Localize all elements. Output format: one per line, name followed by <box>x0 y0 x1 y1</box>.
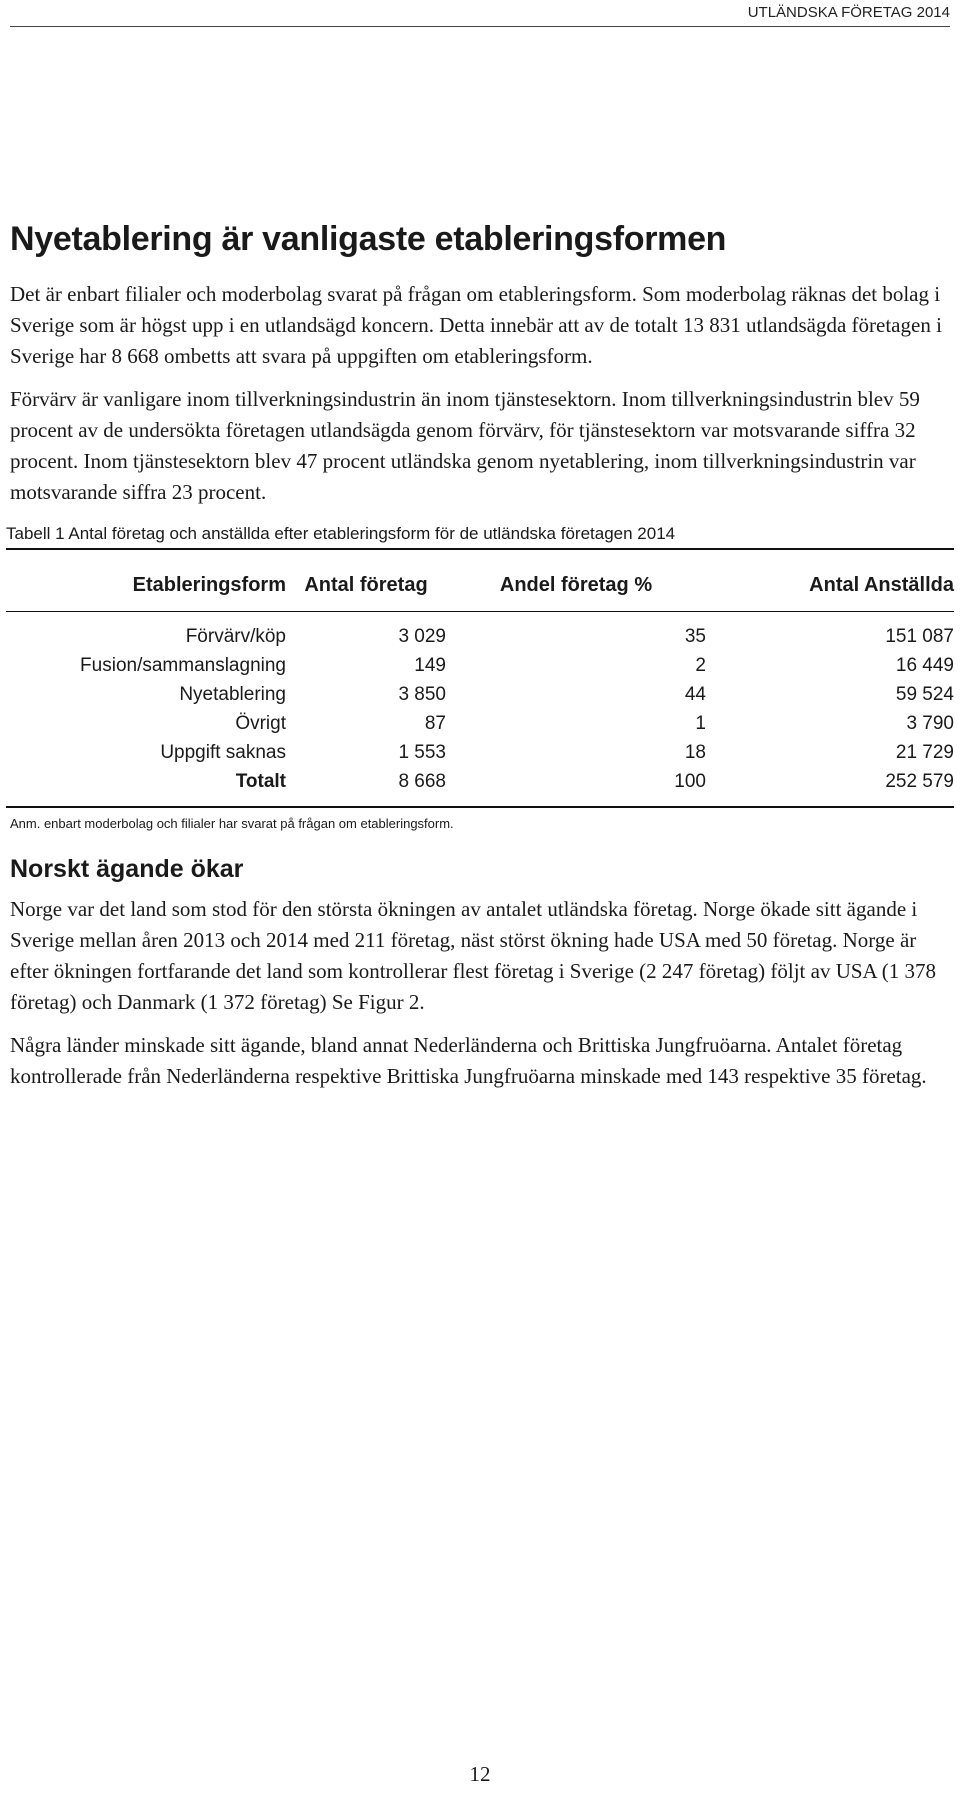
table-cell: 18 <box>684 741 706 763</box>
table-cell: 3 029 <box>398 625 446 647</box>
page-content <box>6 220 954 1092</box>
running-header-title: UTLÄNDSKA FÖRETAG 2014 <box>747 4 950 21</box>
paragraph: Några länder minskade sitt ägande, bland annat Nederländerna och Brittiska Jungfruöarna. Antalet företag kontrollerade från Nederländerna respektive Brittiska Jungfruöarna minskade med 143 respektive 35 företag. <box>10 1033 927 1088</box>
table-cell: 44 <box>684 683 706 705</box>
table-cell: 59 524 <box>895 683 954 705</box>
table-cell: 252 579 <box>706 767 954 807</box>
table-cell: 87 <box>424 712 446 734</box>
table-cell: 3 850 <box>398 683 446 705</box>
table-cell: 2 <box>695 654 706 676</box>
table-cell: 3 790 <box>906 712 954 734</box>
paragraph: Förvärv är vanligare inom tillverkningsindustrin än inom tjänstesektorn. Inom tillverkningsindustrin blev 59 procent av de undersökta företagen utlandsägda genom förvärv, för tjänstesektorn var motsvarande siffra 32 procent. Inom tjänstesektorn blev 47 procent utländska genom nyetablering, inom tillverkningsindustrin var motsvarande siffra 23 procent. <box>10 387 920 504</box>
table-cell: 151 087 <box>885 625 954 647</box>
paragraph: Norge var det land som stod för den största ökningen av antalet utländska företag. Norge ökade sitt ägande i Sverige mellan åren 2013 och 2014 med 211 företag, näst störst ökning hade USA med 50 företag. Norge är efter ökningen fortfarande det land som kontrollerar flest företag i Sverige (2 247 företag) följt av USA (1 378 företag) och Danmark (1 372 företag) Se Figur 2. <box>10 897 937 1014</box>
column-header: Andel företag % <box>446 550 706 612</box>
table-cell: Totalt <box>6 767 286 807</box>
table-cell: Nyetablering <box>179 683 286 705</box>
table-row <box>6 612 954 652</box>
header-rule <box>10 26 950 27</box>
table-cell: 16 449 <box>895 654 954 676</box>
table-cell: 21 729 <box>895 741 954 763</box>
table-cell: 35 <box>684 625 706 647</box>
table-row <box>6 651 954 680</box>
table-row <box>6 680 954 709</box>
table-cell: Förvärv/köp <box>185 625 286 647</box>
table-cell: 8 668 <box>286 767 446 807</box>
table-cell: Övrigt <box>235 712 286 734</box>
table-cell: 1 <box>695 712 706 734</box>
table-cell: 149 <box>414 654 446 676</box>
table-cell: 100 <box>446 767 706 807</box>
table-total-row <box>6 767 954 807</box>
table-caption: Tabell 1 Antal företag och anställda efter etableringsform för de utländska företagen 2014 <box>6 524 954 550</box>
table-cell: Fusion/sammanslagning <box>80 654 286 676</box>
page-number: 12 <box>469 1762 491 1786</box>
table-header-row <box>6 550 954 612</box>
section-heading-norskt-agande: Norskt ägande ökar <box>10 855 244 883</box>
table-note: Anm. enbart moderbolag och filialer har svarat på frågan om etableringsform. <box>10 816 454 831</box>
table-row <box>6 738 954 767</box>
table-cell: 1 553 <box>398 741 446 763</box>
etableringsform-table <box>6 550 954 808</box>
column-header: Antal företag <box>286 550 446 612</box>
table-cell: Uppgift saknas <box>160 741 286 763</box>
section-heading-etableringsform: Nyetablering är vanligaste etableringsformen <box>10 220 727 258</box>
column-header: Etableringsform <box>6 550 286 612</box>
paragraph: Det är enbart filialer och moderbolag svarat på frågan om etableringsform. Som moderbolag räknas det bolag i Sverige som är högst upp i en utlandsägd koncern. Detta innebär att av de totalt 13 831 utlandsägda företagen i Sverige har 8 668 ombetts att svara på uppgiften om etableringsform. <box>10 282 942 368</box>
table-row <box>6 709 954 738</box>
column-header: Antal Anställda <box>706 550 954 612</box>
